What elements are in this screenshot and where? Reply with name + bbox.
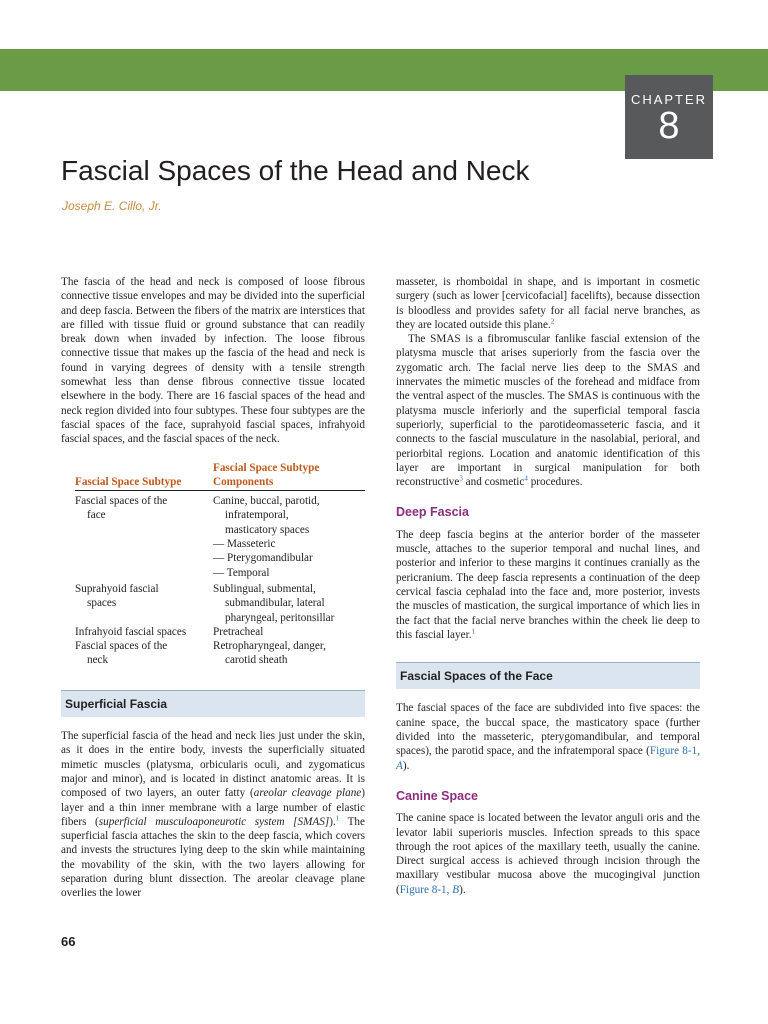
- figure-link[interactable]: [400, 884, 459, 896]
- component-line: submandibular, lateral: [225, 597, 325, 610]
- fascial-space-table: [75, 461, 365, 668]
- chapter-number: 8: [658, 105, 680, 147]
- table-row: [75, 625, 365, 639]
- text-run: procedures.: [527, 476, 583, 489]
- smas-paragraph: [396, 332, 700, 489]
- section-heading-canine: Canine Space: [396, 788, 478, 803]
- text-run: and cosmetic: [462, 476, 525, 489]
- text-run: ).: [459, 883, 466, 896]
- subtype-line: Fascial spaces of the: [75, 640, 168, 653]
- text-run: ).: [402, 759, 410, 772]
- subtype-line: Fascial spaces of the: [75, 495, 168, 508]
- component-line: masticatory spaces: [225, 523, 310, 536]
- page-number: 66: [61, 934, 76, 949]
- subtype-line: spaces: [87, 597, 117, 610]
- table-header-components: Fascial Space Subtype Components: [213, 461, 365, 491]
- subtype-line: face: [87, 509, 106, 522]
- table-row: [75, 639, 365, 668]
- component-line: infratemporal,: [225, 509, 289, 522]
- superficial-paragraph: [61, 729, 365, 901]
- figure-link-letter: A: [396, 759, 403, 772]
- component-line: Sublingual, submental,: [213, 582, 316, 595]
- table-cell-components: [213, 491, 365, 580]
- left-column: [61, 275, 365, 901]
- component-line: Retropharyngeal, danger,: [213, 640, 326, 653]
- figure-link-text: Figure 8-1,: [399, 883, 450, 896]
- table-cell-subtype: [75, 580, 213, 625]
- section-heading-superficial: Superficial Fascia: [61, 690, 365, 717]
- text-run: masseter, is rhomboidal in shape, and is important in cosmetic surgery (such as lower [cervicofacial] facelifts), because dissection is bloodless and provides safety for all facial nerve branches, as they are located outside this plane.: [396, 276, 700, 331]
- text-run: The fascial spaces of the face are subdivided into five spaces: the canine space, the buccal space, the masticatory space (further divided into the masseteric, pterygomandibular, and temporal spaces), the parotid space, and the infratemporal space (: [396, 702, 700, 758]
- table-header-row: [75, 461, 365, 491]
- table-header-subtype: Fascial Space Subtype: [75, 461, 213, 491]
- continued-paragraph: [396, 275, 700, 332]
- text-run: The SMAS is a fibromuscular fanlike fascial extension of the platysma muscle that arises superiorly from the fascia over the zygomatic arch. The facial nerve lies deep to the SMAS and innervates the mimetic muscles of the forehead and midface from the ventral aspect of the muscles. The SMAS is continuous with the platysma muscle inferiorly and the superficial temporal fascia superiorly, superficial to the parotideomasseteric fascia, and it connects to the fascial musculature in the nasolabial, perioral, and periorbital regions. Location and anatomic identification of this layer are important in surgical manipulation for both reconstructive: [396, 333, 700, 489]
- table-cell-components: [213, 580, 365, 625]
- table-cell-subtype: [75, 639, 213, 668]
- chapter-label: CHAPTER: [630, 92, 708, 107]
- component-line: Canine, buccal, parotid,: [213, 495, 320, 508]
- table-row: [75, 580, 365, 625]
- term-areolar: areolar cleavage plane: [253, 787, 362, 800]
- reference-link[interactable]: 1: [471, 627, 475, 636]
- term-smas: superficial musculoaponeurotic system [SMAS]: [98, 815, 330, 828]
- text-run: ).: [329, 815, 336, 828]
- subtype-line: Suprahyoid fascial: [75, 582, 159, 595]
- component-subitem: — Pterygomandibular: [213, 552, 313, 565]
- reference-link[interactable]: 2: [550, 317, 555, 326]
- section-heading-face: Fascial Spaces of the Face: [396, 662, 700, 689]
- component-line: pharyngeal, peritonsillar: [225, 611, 335, 624]
- text-run: The deep fascia begins at the anterior border of the masseter muscle, attaches to the superior temporal and nuchal lines, and posterior and inferior to these margins it continues cranially as the pericranium. The deep fascia represents a continuation of the deep cervical fascia cephalad into the face and, more posterior, invests the muscles of mastication, the surgical importance of which lies in the fact that the facial nerve branches within the cheek lie deep to this fascial layer.: [396, 528, 700, 641]
- text-run: The superficial fascia of the head and neck lies just under the skin, as it does in the entire body, invests the superficially situated mimetic muscles (platysma, orbicularis oculi, and zygomaticus major and minor), and is located in distinct anatomic areas. It is composed of two layers, an outer fatty (: [61, 730, 365, 800]
- subtype-line: neck: [87, 654, 109, 667]
- chapter-badge: [625, 75, 713, 159]
- figure-link-text: Figure 8-1,: [649, 745, 700, 758]
- table-cell-components: [213, 639, 365, 668]
- component-subitem: — Temporal: [213, 566, 270, 579]
- canine-paragraph: [396, 811, 700, 897]
- face-paragraph: [396, 701, 700, 772]
- intro-paragraph: The fascia of the head and neck is composed of loose fibrous connective tissue envelopes and may be divided into the superficial and deep fascia. Between the fibers of the matrix are interstices that are filled with tissue fluid or ground substance that can readily break down when invaded by infection. The loose fibrous connective tissue that makes up the fascia of the head and neck is found in varying degrees of density with a tensile strength somewhat less than dense fibrous connective tissue located elsewhere in the body. There are 16 fascial spaces of the head and neck region divided into four subtypes. These four subtypes are the fascial spaces of the face, suprahyoid fascial spaces, infrahyoid fascial spaces, and the fascial spaces of the neck.: [61, 276, 365, 446]
- table-row: [75, 491, 365, 580]
- table-cell-subtype: Infrahyoid fascial spaces: [75, 625, 187, 638]
- reference-link[interactable]: 1: [335, 814, 340, 823]
- deep-paragraph: [396, 528, 700, 642]
- reference-link[interactable]: 3: [459, 474, 463, 483]
- author: Joseph E. Cillo, Jr.: [62, 199, 162, 213]
- text-run: The canine space is located between the levator anguli oris and the levator labii superioris muscles. Infection spreads to this space through the root apices of the maxillary teeth, usually the canine. Direct surgical access is achieved through incision through the maxillary vestibular mucosa above the mucogingival junction (: [396, 812, 700, 896]
- table-cell-components: Pretracheal: [213, 625, 264, 638]
- right-column: [396, 275, 700, 897]
- figure-link-letter: B: [452, 883, 460, 896]
- reference-link[interactable]: 4: [524, 474, 528, 483]
- table-cell-subtype: [75, 491, 213, 580]
- text-run: The superficial fascia attaches the skin to the deep fascia, which covers and invests the structures lying deep to the skin while maintaining the movability of the skin, with the two layers allowing for separation during blunt dissection. The areolar cleavage plane overlies the lower: [61, 815, 365, 900]
- section-heading-deep: Deep Fascia: [396, 505, 469, 520]
- text-run: ) layer and a thin inner membrane with a large number of elastic fibers (: [61, 787, 365, 828]
- component-subitem: — Masseteric: [213, 538, 276, 551]
- component-line: carotid sheath: [225, 654, 288, 667]
- chapter-title: Fascial Spaces of the Head and Neck: [61, 155, 530, 186]
